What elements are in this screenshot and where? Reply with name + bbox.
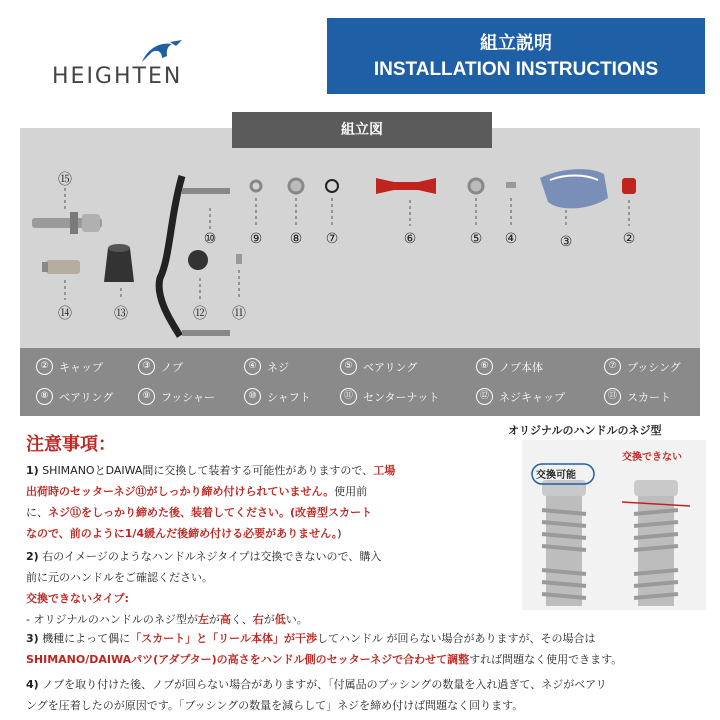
legend-item-knob-body: ⑥ ノブ本体 [476, 358, 543, 375]
legend-item-cap: ② キャップ [36, 358, 103, 375]
part-5-bearing-image [469, 179, 483, 193]
label-10: ⑩ [203, 231, 217, 247]
legend-item-bearing-5: ⑤ ベアリング [340, 358, 417, 375]
part-6-knob-body-image [376, 178, 436, 194]
title-japanese: 組立説明 [480, 33, 552, 54]
label-7: ⑦ [325, 231, 339, 247]
legend-item-shaft: ⑩ シャフト [244, 388, 311, 405]
part-14-nut-image [42, 260, 80, 274]
original-screw-title: オリジナルのハンドルのネジ型 [508, 424, 662, 437]
legend-item-bushing: ⑦ ブッシング [604, 358, 681, 375]
part-2-cap-image [622, 178, 636, 194]
label-11: ⑪ [232, 306, 246, 322]
label-12: ⑫ [193, 306, 207, 322]
label-2: ② [622, 231, 636, 247]
label-15: ⑮ [58, 172, 72, 188]
label-3: ③ [559, 234, 573, 250]
part-15-screw-image [32, 212, 102, 234]
label-4: ④ [504, 231, 518, 247]
label-8: ⑧ [289, 231, 303, 247]
part-3-knob-image [540, 169, 608, 208]
title-english: INSTALLATION INSTRUCTIONS [373, 59, 659, 80]
note-1: 1) SHIMANOとDAIWA間に交換して装着する可能性がありますので、工場 出荷時のセッターネジ⑪がしっかり締め付けられていません。使用前 に、ネジ⑪をしっかり締めた後、装着してください。(改善型スカート なので、前のように1/4緩んだ後締め付ける必要がありません。) [26, 464, 396, 540]
legend-item-skirt: ⑬ スカート [604, 388, 671, 405]
legend-item-bearing-8: ⑧ ベアリング [36, 388, 113, 405]
bird-logo-icon [140, 36, 184, 66]
notes-title: 注意事項： [26, 434, 116, 455]
ok-label: 交換可能 [536, 470, 576, 481]
legend-item-washer: ⑨ フッシャー [138, 388, 215, 405]
legend-item-screw: ④ ネジ [244, 358, 289, 375]
label-5: ⑤ [469, 231, 483, 247]
label-6: ⑥ [403, 231, 417, 247]
label-13: ⑬ [114, 306, 128, 322]
note-2: 2) 右のイメージのようなハンドルネジタイプは交換できないので、購入 前に元のハンドルをご確認ください。 交換できないタイプ: - オリジナルのハンドルのネジ型が左が高く、右が低い。 [26, 550, 382, 626]
brand-logo [52, 36, 227, 96]
part-4-screw-image [506, 182, 516, 188]
assembly-diagram [20, 148, 700, 348]
legend-item-knob: ③ ノブ [138, 358, 183, 375]
assembly-tab: 組立図 [232, 112, 492, 148]
part-13-skirt-image [104, 244, 134, 282]
note-3: 3) 機種によって偶に「スカート」と「リール本体」が干渉してハンドル が回らない場合がありますが、その場合は SHIMANO/DAIWAパツ(アダプター)の高さをハンドル側のセッターネジで合わせて調整すれば問題なく使用できます。 [26, 632, 623, 666]
parts-legend [20, 348, 700, 416]
screw-comparison-image [522, 440, 706, 610]
part-8-bearing-image [289, 179, 303, 193]
legend-item-screw-cap: ⑫ ネジキャップ [476, 388, 565, 405]
note-4: 4) ノブを取り付けた後、ノブが回らない場合がありますが、「付属品のブッシングの数量を入れ過ぎて、ネジがベアリ ングを圧着したのが原因です。「ブッシングの数量を減らして」ネジを締め付けば問題なく回ります。 [26, 678, 607, 712]
logo-text: HEIGHTEN [52, 64, 183, 89]
legend-item-center-nut: ⑪ センターナット [340, 388, 439, 405]
ng-label: 交換できない [622, 452, 682, 463]
title-banner [327, 18, 705, 94]
part-12-cap-image [188, 250, 208, 270]
part-7-bushing-image [326, 180, 338, 192]
label-14: ⑭ [58, 306, 72, 322]
part-9-washer-image [251, 181, 261, 191]
part-11-center-nut-image [236, 254, 242, 264]
label-9: ⑨ [249, 231, 263, 247]
